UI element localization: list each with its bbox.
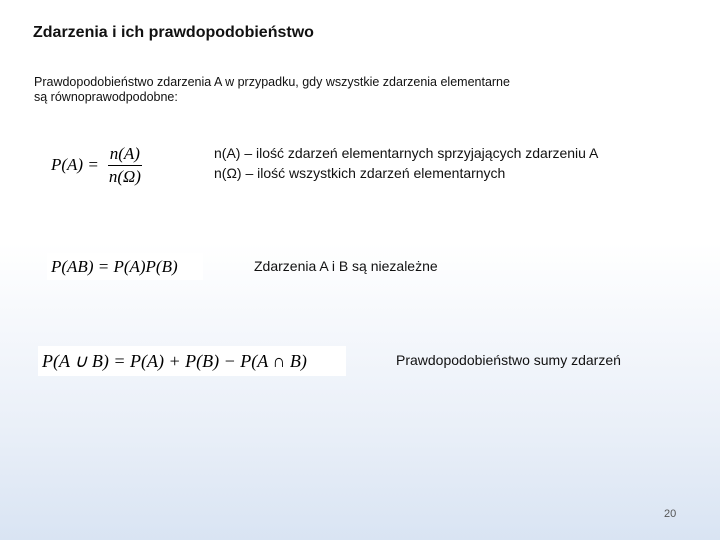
- union-probability-description: Prawdopodobieństwo sumy zdarzeń: [396, 352, 621, 368]
- fraction-denominator: n(Ω): [108, 166, 141, 186]
- description-line-1: n(A) – ilość zdarzeń elementarnych sprzyjających zdarzeniu A: [214, 145, 599, 161]
- formula-lhs: P(A) =: [51, 155, 99, 174]
- intro-text: [34, 75, 594, 105]
- page-number: 20: [664, 508, 677, 520]
- slide-title: Zdarzenia i ich prawdopodobieństwo: [33, 24, 314, 41]
- fraction-numerator: n(A): [108, 144, 142, 166]
- classical-probability-description: [214, 143, 598, 183]
- intro-line-2: są równoprawodpodobne:: [34, 90, 178, 104]
- classical-probability-formula: [47, 139, 151, 191]
- intro-line-1: Prawdopodobieństwo zdarzenia A w przypadku, gdy wszystkie zdarzenia elementarne: [34, 75, 510, 89]
- union-probability-formula: P(A ∪ B) = P(A) + P(B) − P(A ∩ B): [38, 346, 346, 376]
- independence-description: Zdarzenia A i B są niezależne: [254, 258, 438, 274]
- description-line-2: n(Ω) – ilość wszystkich zdarzeń elementarnych: [214, 165, 506, 181]
- formula-fraction: [107, 144, 143, 187]
- independence-formula: P(AB) = P(A)P(B): [47, 253, 203, 280]
